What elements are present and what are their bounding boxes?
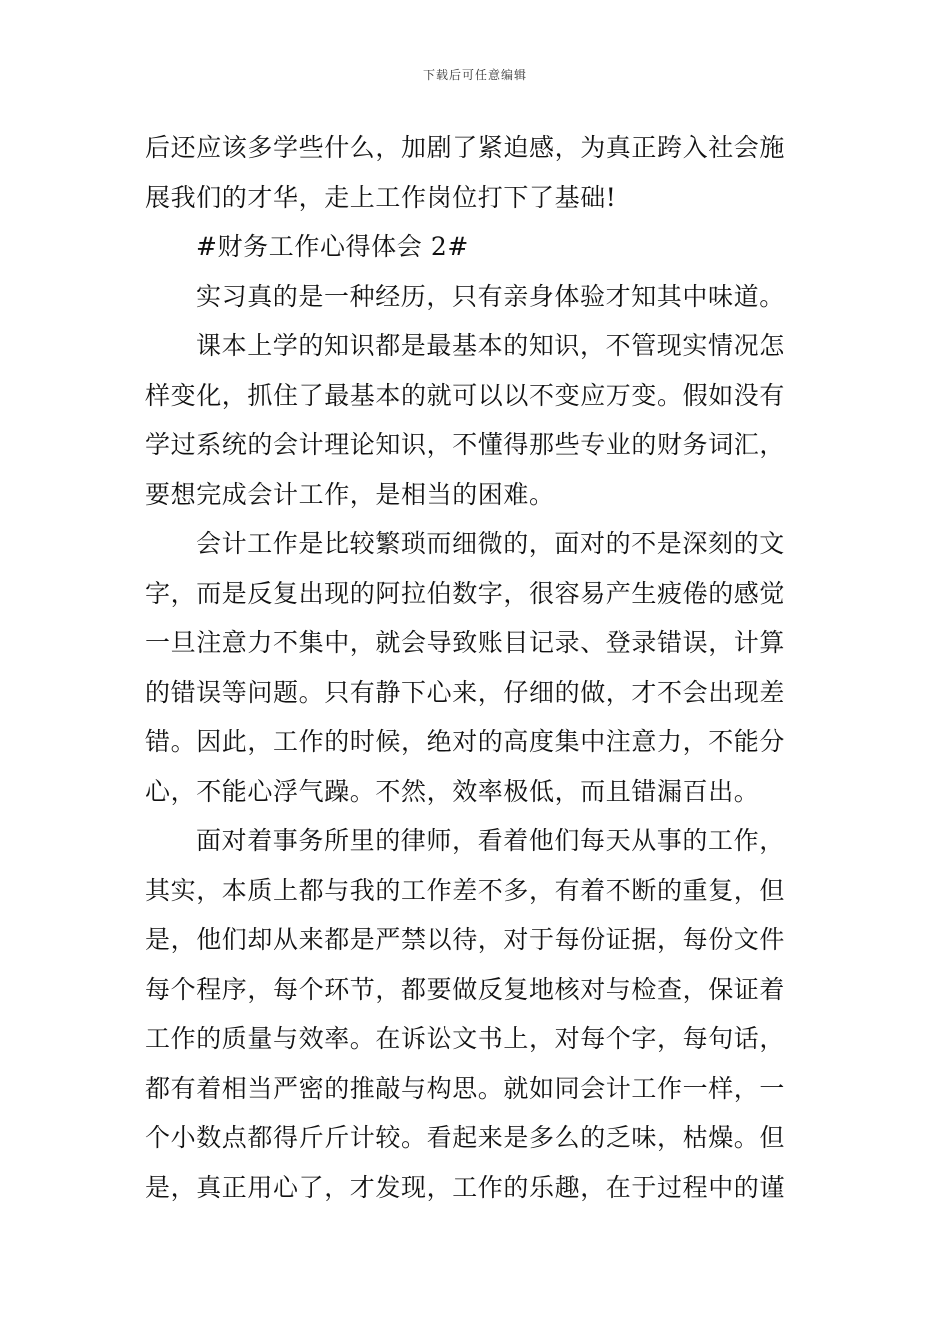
text-line: 展我们的才华，走上工作岗位打下了基础! [145, 182, 617, 212]
text-line: 字，而是反复出现的阿拉伯数字，很容易产生疲倦的感觉 [145, 578, 786, 608]
text-line: 每个程序，每个环节，都要做反复地核对与检查，保证着 [145, 974, 786, 1004]
text-line: 都有着相当严密的推敲与构思。就如同会计工作一样，一 [145, 1073, 786, 1103]
text-line: 后还应该多学些什么，加剧了紧迫感，为真正跨入社会施 [145, 133, 786, 162]
text-line: 工作的质量与效率。在诉讼文书上，对每个字，每句话， [145, 1024, 786, 1053]
text-line: 样变化，抓住了最基本的就可以以不变应万变。假如没有 [145, 380, 786, 410]
text-line: 是，真正用心了，才发现，工作的乐趣，在于过程中的谨 [145, 1172, 786, 1202]
text-line: 个小数点都得斤斤计较。看起来是多么的乏味，枯燥。但 [145, 1123, 786, 1152]
text-line: 学过系统的会计理论知识，不懂得那些专业的财务词汇， [145, 430, 786, 459]
text-line: 课本上学的知识都是最基本的知识，不管现实情况怎 [196, 331, 785, 360]
header-note: 下载后可任意编辑 [422, 68, 527, 82]
document-body [145, 123, 810, 1212]
text-line: 错。因此，工作的时候，绝对的高度集中注意力，不能分 [145, 727, 786, 756]
text-line: 一旦注意力不集中，就会导致账目记录、登录错误，计算 [145, 628, 786, 657]
text-line: 其实，本质上都与我的工作差不多，有着不断的重复，但 [145, 875, 786, 905]
section-heading: #财务工作心得体会 2# [196, 232, 469, 261]
text-line: 实习真的是一种经历，只有亲身体验才知其中味道。 [196, 281, 785, 311]
text-line: 要想完成会计工作，是相当的困难。 [145, 479, 555, 509]
text-line: 心，不能心浮气躁。不然，效率极低，而且错漏百出。 [145, 776, 760, 806]
text-line: 是，他们却从来都是严禁以待，对于每份证据，每份文件 [145, 925, 786, 954]
text-line: 面对着事务所里的律师，看着他们每天从事的工作， [196, 826, 785, 855]
text-line: 会计工作是比较繁琐而细微的，面对的不是深刻的文 [196, 529, 785, 558]
text-line: 的错误等问题。只有静下心来，仔细的做，才不会出现差 [145, 677, 786, 707]
